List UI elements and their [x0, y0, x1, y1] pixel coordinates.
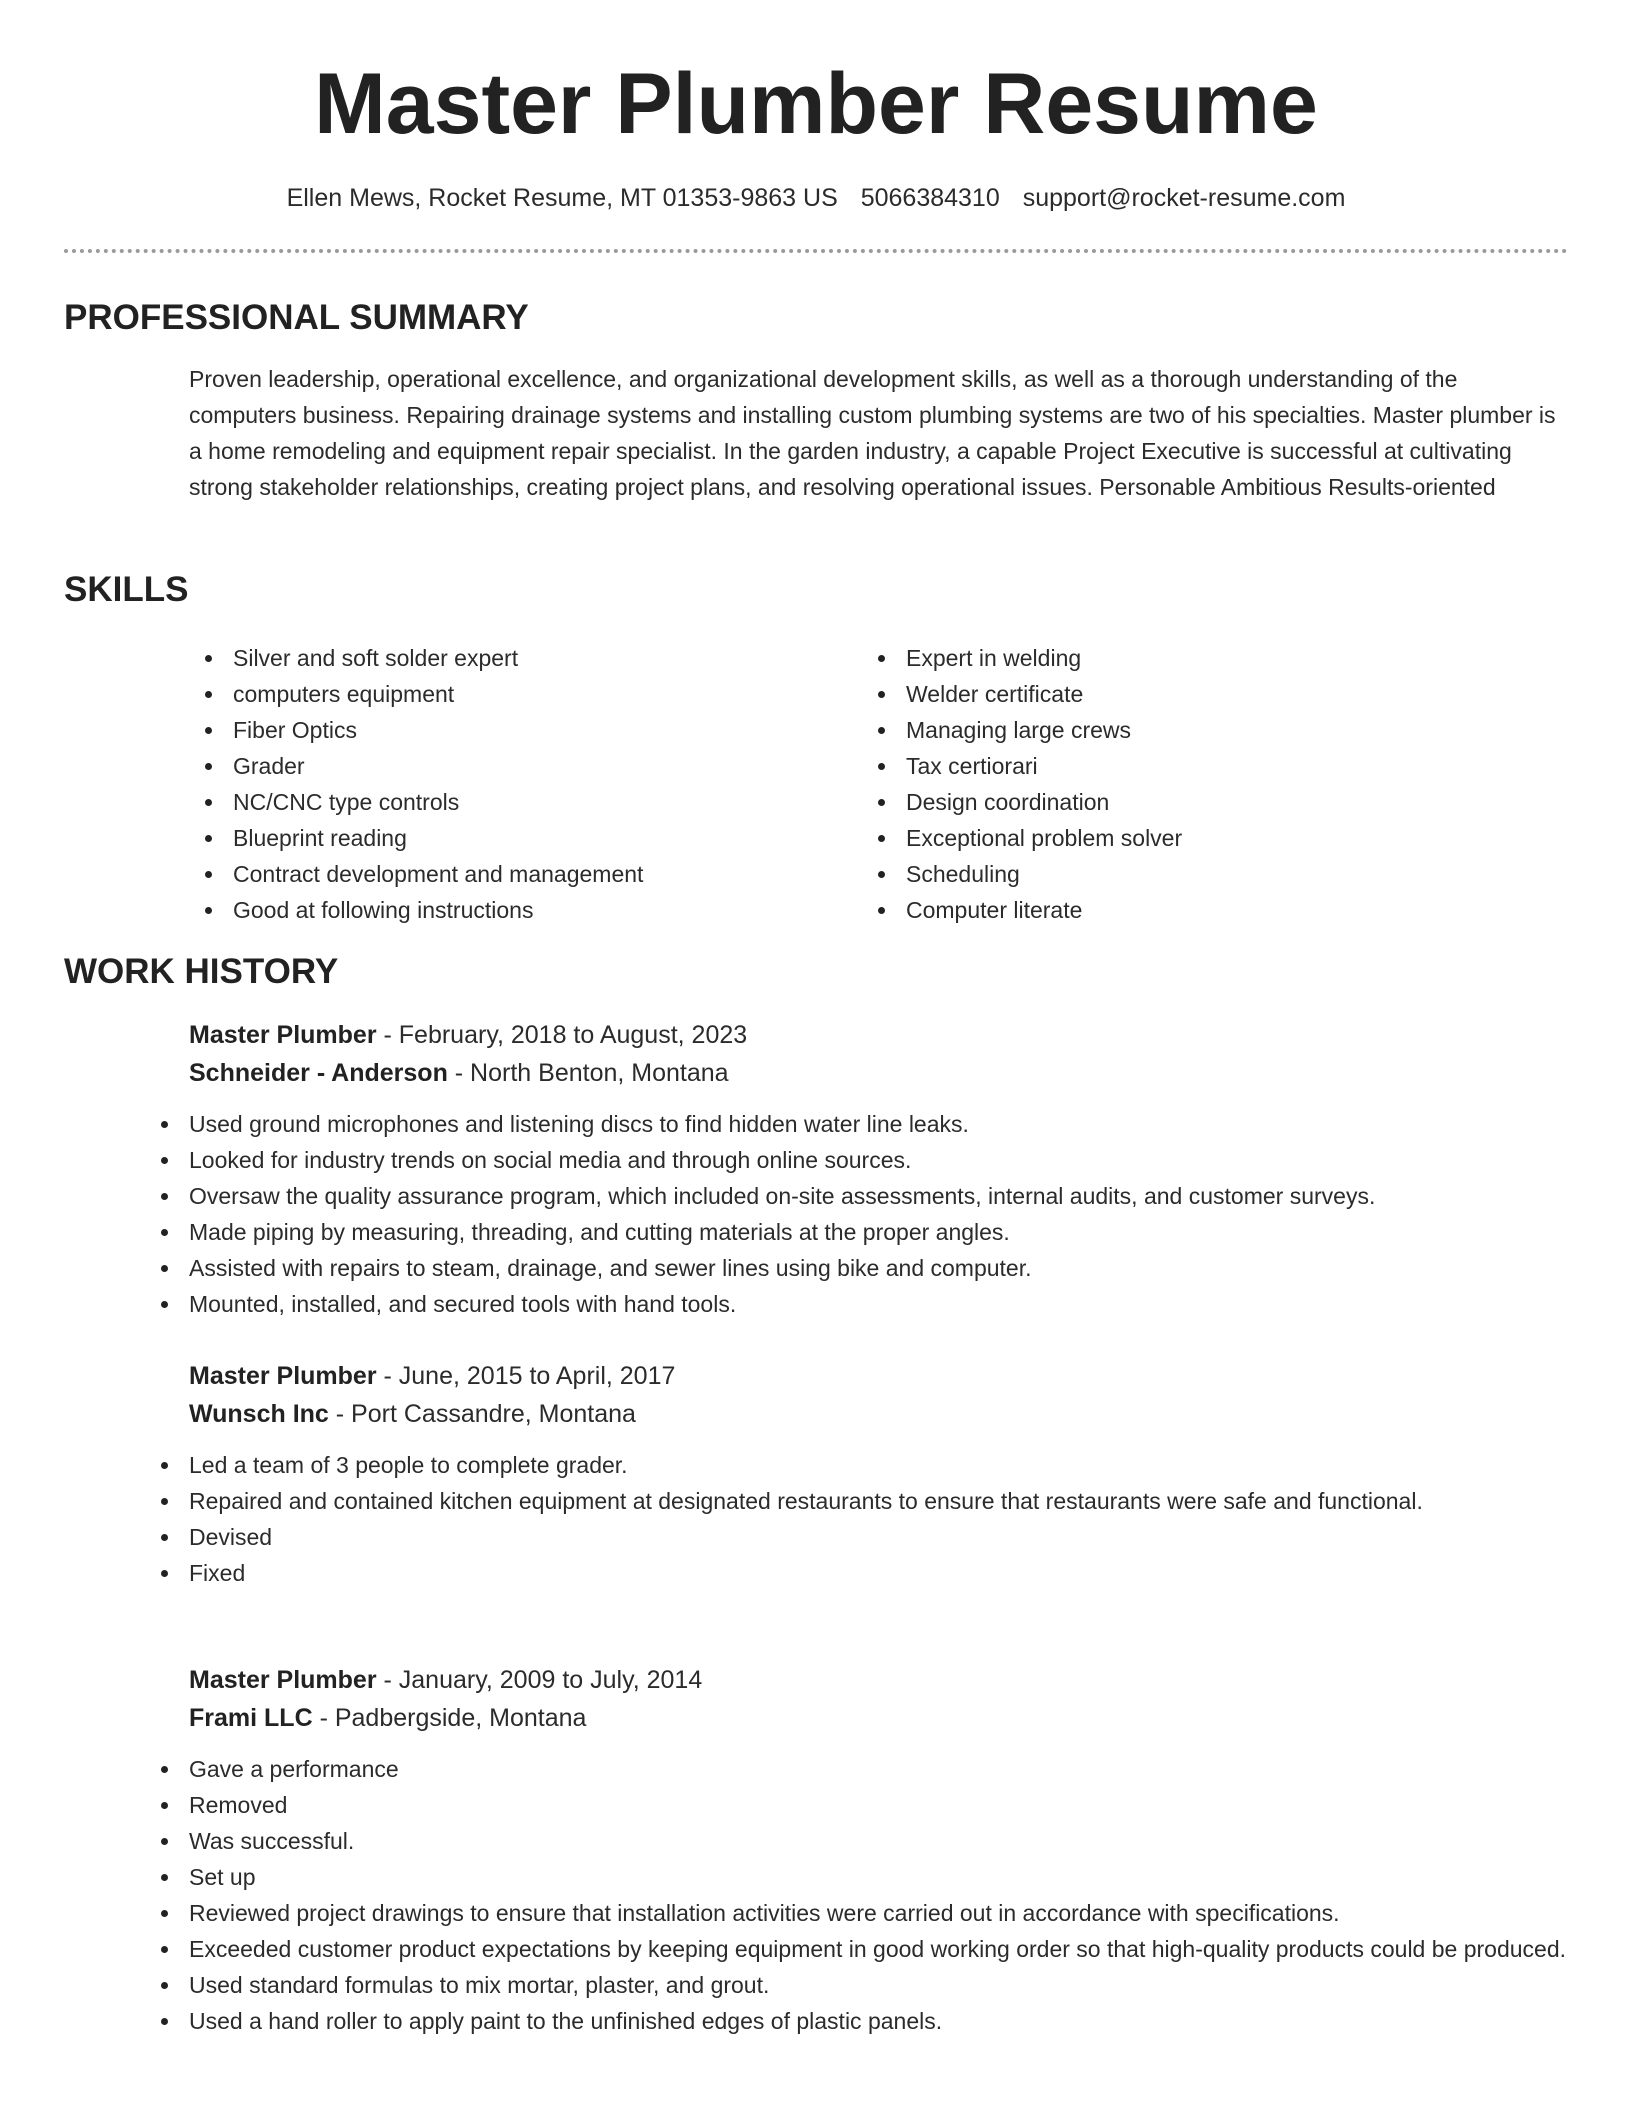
skills-column-right: [862, 640, 1522, 928]
job-location: - Port Cassandre, Montana: [328, 1400, 636, 1428]
job-duty: Devised: [145, 1519, 1569, 1555]
skill-item: Welder certificate: [862, 676, 1522, 712]
job-duty: Mounted, installed, and secured tools with hand tools.: [145, 1286, 1569, 1322]
job-company: Frami LLC: [189, 1704, 313, 1732]
skill-item: Grader: [189, 748, 849, 784]
job-company: Schneider - Anderson: [189, 1059, 448, 1087]
summary-heading: PROFESSIONAL SUMMARY: [64, 298, 529, 337]
job-duty: Was successful.: [145, 1823, 1569, 1859]
job-company: Wunsch Inc: [189, 1400, 329, 1428]
job-duty: Used ground microphones and listening discs to find hidden water line leaks.: [145, 1106, 1569, 1142]
contact-line: [0, 180, 1632, 216]
skill-item: Scheduling: [862, 856, 1522, 892]
job-duty: Fixed: [145, 1555, 1569, 1591]
job-duty: Made piping by measuring, threading, and cutting materials at the proper angles.: [145, 1214, 1569, 1250]
contact-phone: 5066384310: [860, 184, 1000, 212]
job-duties: [145, 1751, 1569, 2039]
contact-address: Ellen Mews, Rocket Resume, MT 01353-9863 US: [286, 184, 838, 212]
skill-item: Managing large crews: [862, 712, 1522, 748]
job-duty: Set up: [145, 1859, 1569, 1895]
job-duty: Assisted with repairs to steam, drainage, and sewer lines using bike and computer.: [145, 1250, 1569, 1286]
job-title: Master Plumber: [189, 1021, 377, 1049]
resume-title: Master Plumber Resume: [314, 56, 1318, 152]
job-dates: - June, 2015 to April, 2017: [376, 1362, 676, 1390]
job-title: Master Plumber: [189, 1666, 377, 1694]
job-duty: Used standard formulas to mix mortar, plaster, and grout.: [145, 1967, 1569, 2003]
skill-item: NC/CNC type controls: [189, 784, 849, 820]
skills-column-left: [189, 640, 849, 928]
job-company-line: [189, 1699, 1569, 1737]
job-duties: [145, 1447, 1569, 1591]
job-title-line: [189, 1016, 1569, 1054]
summary-text: Proven leadership, operational excellence, and organizational development skills, as well as a thorough understanding of the computers business. Repairing drainage systems and installing custom plumbing systems are two of his specialties. Master plumber is a home remodeling and equipment repair specialist. In the garden industry, a capable Project Executive is successful at cultivating strong stakeholder relationships, creating project plans, and resolving operational issues. Personable Ambitious Results-oriented: [189, 366, 1556, 500]
job-dates: - February, 2018 to August, 2023: [376, 1021, 748, 1049]
job-duty: Repaired and contained kitchen equipment at designated restaurants to ensure that restaurants were safe and functional.: [145, 1483, 1569, 1519]
skills-heading: SKILLS: [64, 570, 189, 609]
job-duty: Removed: [145, 1787, 1569, 1823]
job-duty: Gave a performance: [145, 1751, 1569, 1787]
job-duty: Reviewed project drawings to ensure that installation activities were carried out in accordance with specifications.: [145, 1895, 1569, 1931]
job-duty: Used a hand roller to apply paint to the unfinished edges of plastic panels.: [145, 2003, 1569, 2039]
work-history-heading: WORK HISTORY: [64, 952, 339, 991]
skill-item: Silver and soft solder expert: [189, 640, 849, 676]
header-divider: [64, 249, 1568, 253]
job-location: - Padbergside, Montana: [312, 1704, 587, 1732]
job-title-line: [189, 1357, 1569, 1395]
job-company-line: [189, 1054, 1569, 1092]
skill-item: Computer literate: [862, 892, 1522, 928]
job-entry: [189, 1016, 1569, 1322]
contact-email: support@rocket-resume.com: [1022, 184, 1346, 212]
skill-item: Expert in welding: [862, 640, 1522, 676]
skill-item: Blueprint reading: [189, 820, 849, 856]
job-location: - North Benton, Montana: [447, 1059, 729, 1087]
skill-item: Tax certiorari: [862, 748, 1522, 784]
job-title-line: [189, 1661, 1569, 1699]
job-company-line: [189, 1395, 1569, 1433]
skill-item: Contract development and management: [189, 856, 849, 892]
skill-item: Fiber Optics: [189, 712, 849, 748]
job-entry: [189, 1357, 1569, 1591]
job-title: Master Plumber: [189, 1362, 377, 1390]
job-dates: - January, 2009 to July, 2014: [376, 1666, 703, 1694]
skill-item: computers equipment: [189, 676, 849, 712]
skill-item: Design coordination: [862, 784, 1522, 820]
job-duty: Led a team of 3 people to complete grader.: [145, 1447, 1569, 1483]
skill-item: Exceptional problem solver: [862, 820, 1522, 856]
job-duty: Looked for industry trends on social media and through online sources.: [145, 1142, 1569, 1178]
job-duty: Exceeded customer product expectations by keeping equipment in good working order so that high-quality products could be produced.: [145, 1931, 1569, 1967]
skill-item: Good at following instructions: [189, 892, 849, 928]
job-duty: Oversaw the quality assurance program, which included on-site assessments, internal audits, and customer surveys.: [145, 1178, 1569, 1214]
job-duties: [145, 1106, 1569, 1322]
job-entry: [189, 1661, 1569, 2039]
